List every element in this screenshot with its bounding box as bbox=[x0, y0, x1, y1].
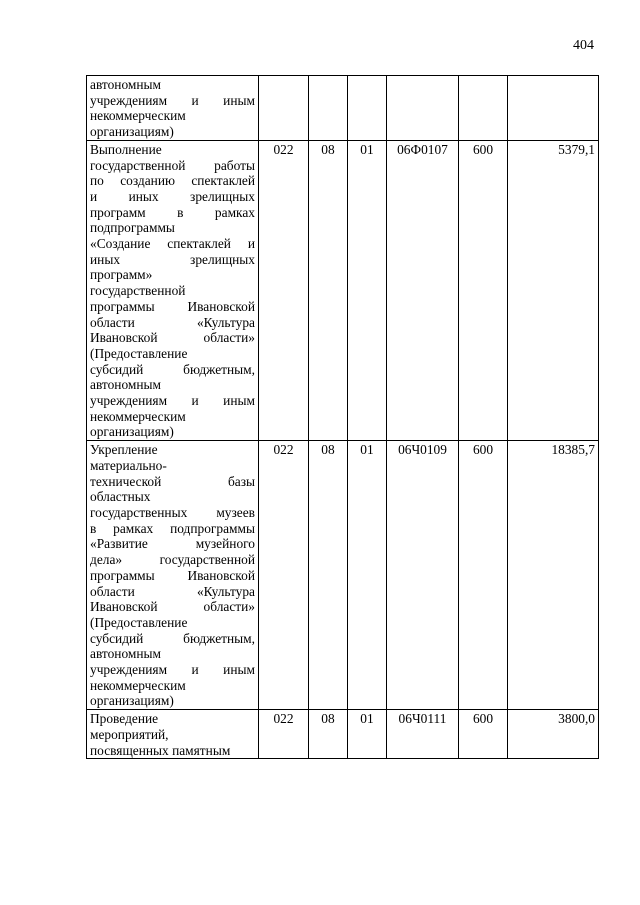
expense-type-cell: 600 bbox=[459, 441, 508, 710]
description-line: программ» bbox=[90, 267, 153, 283]
table-row bbox=[87, 441, 599, 710]
ministry-code-cell: 022 bbox=[259, 710, 309, 759]
description-line: учреждениям и иным bbox=[90, 92, 255, 108]
table-row bbox=[87, 710, 599, 759]
description-line: некоммерческим bbox=[90, 108, 186, 124]
ministry-code-cell: 022 bbox=[259, 140, 309, 440]
description-line: государственных музеев bbox=[90, 504, 255, 520]
description-line: Укрепление bbox=[90, 442, 158, 458]
description-line: автономным bbox=[90, 646, 162, 662]
section-code-cell: 08 bbox=[309, 140, 348, 440]
description-line: области «Культура bbox=[90, 583, 255, 599]
description-cell bbox=[87, 140, 259, 440]
description-line: «Развитие музейного bbox=[90, 536, 255, 552]
description-line: государственной bbox=[90, 283, 186, 299]
description-cell bbox=[87, 710, 259, 759]
expense-type-cell bbox=[459, 76, 508, 141]
description-line: организациям) bbox=[90, 693, 174, 709]
amount-cell bbox=[508, 76, 599, 141]
description-line: учреждениям и иным bbox=[90, 393, 255, 409]
description-line: (Предоставление bbox=[90, 614, 188, 630]
amount-cell: 5379,1 bbox=[508, 140, 599, 440]
section-code-cell: 08 bbox=[309, 710, 348, 759]
amount-cell: 18385,7 bbox=[508, 441, 599, 710]
section-code-cell: 08 bbox=[309, 441, 348, 710]
budget-table bbox=[86, 75, 599, 759]
target-article-cell: 06Ч0109 bbox=[387, 441, 459, 710]
description-line: и иных зрелищных bbox=[90, 188, 255, 204]
table-row bbox=[87, 140, 599, 440]
description-line: некоммерческим bbox=[90, 408, 186, 424]
description-line: технической базы bbox=[90, 473, 255, 489]
ministry-code-cell bbox=[259, 76, 309, 141]
section-code-cell bbox=[309, 76, 348, 141]
subsection-code-cell bbox=[348, 76, 387, 141]
description-line: материально- bbox=[90, 457, 167, 473]
subsection-code-cell: 01 bbox=[348, 140, 387, 440]
description-line: программы Ивановской bbox=[90, 567, 255, 583]
description-line: дела» государственной bbox=[90, 552, 255, 568]
description-line: государственной работы bbox=[90, 157, 255, 173]
subsection-code-cell: 01 bbox=[348, 710, 387, 759]
description-line: подпрограммы bbox=[90, 220, 175, 236]
description-line: области «Культура bbox=[90, 314, 255, 330]
description-line: Ивановской области» bbox=[90, 599, 255, 615]
description-line: посвященных памятным bbox=[90, 742, 231, 758]
description-line: организациям) bbox=[90, 124, 174, 140]
ministry-code-cell: 022 bbox=[259, 441, 309, 710]
description-line: некоммерческим bbox=[90, 677, 186, 693]
description-line: мероприятий, bbox=[90, 726, 169, 742]
description-line: Выполнение bbox=[90, 141, 162, 157]
target-article-cell: 06Ф0107 bbox=[387, 140, 459, 440]
description-line: программ в рамках bbox=[90, 204, 255, 220]
subsection-code-cell: 01 bbox=[348, 441, 387, 710]
description-line: автономным bbox=[90, 77, 162, 92]
description-line: «Создание спектаклей и bbox=[90, 236, 255, 252]
description-line: программы Ивановской bbox=[90, 298, 255, 314]
description-cell bbox=[87, 76, 259, 141]
description-line: (Предоставление bbox=[90, 345, 188, 361]
description-line: Ивановской области» bbox=[90, 330, 255, 346]
expense-type-cell: 600 bbox=[459, 140, 508, 440]
description-line: организациям) bbox=[90, 424, 174, 440]
description-line: иных зрелищных bbox=[90, 251, 255, 267]
description-line: автономным bbox=[90, 377, 162, 393]
expense-type-cell: 600 bbox=[459, 710, 508, 759]
description-line: Проведение bbox=[90, 711, 159, 727]
description-line: областных bbox=[90, 489, 151, 505]
target-article-cell bbox=[387, 76, 459, 141]
table-row bbox=[87, 76, 599, 141]
description-line: субсидий бюджетным, bbox=[90, 630, 255, 646]
description-line: по созданию спектаклей bbox=[90, 173, 255, 189]
description-cell bbox=[87, 441, 259, 710]
description-line: в рамках подпрограммы bbox=[90, 520, 255, 536]
page-number: 404 bbox=[573, 38, 594, 53]
amount-cell: 3800,0 bbox=[508, 710, 599, 759]
description-line: учреждениям и иным bbox=[90, 662, 255, 678]
target-article-cell: 06Ч0111 bbox=[387, 710, 459, 759]
description-line: субсидий бюджетным, bbox=[90, 361, 255, 377]
